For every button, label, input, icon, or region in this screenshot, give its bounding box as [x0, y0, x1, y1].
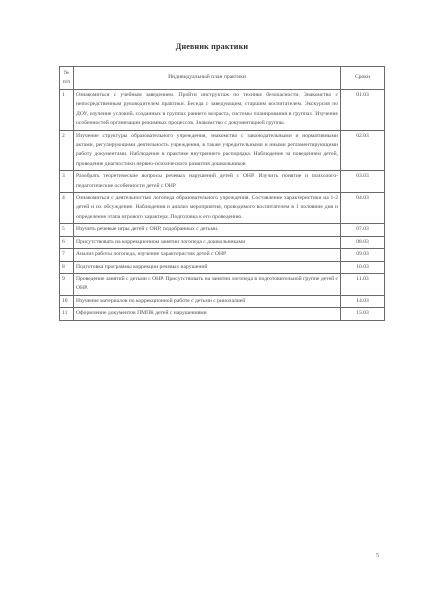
- row-date: 09.03: [341, 249, 385, 261]
- table-row: [60, 171, 385, 193]
- row-plan: Разобрать теоретические вопросы речевых нарушений детей с ОНР. Изучить понятие и психолого-педагогические особенности детей с ОНР: [74, 171, 341, 193]
- table-row: [60, 193, 385, 224]
- row-plan: Оформление документов ПМПК детей с нарушениями: [74, 308, 341, 320]
- row-date: 02.03: [341, 130, 385, 171]
- row-date: 15.03: [341, 308, 385, 320]
- row-number: 1: [60, 90, 74, 131]
- table-row: [60, 130, 385, 171]
- row-number: 8: [60, 261, 74, 273]
- row-date: 11.03: [341, 273, 385, 295]
- row-number: 3: [60, 171, 74, 193]
- header-plan: Индивидуальный план практики: [74, 67, 341, 90]
- table-header-row: [60, 67, 385, 90]
- row-number: 9: [60, 273, 74, 295]
- row-date: 04.03: [341, 193, 385, 224]
- row-plan: Ознакомиться с деятельностью логопеда образовательного учреждения. Составление характеристики на 1-2 детей и их обсуждение. Наблюдения и анализ мероприятия, проводимого воспитателем в 1 половине дня и определение этапа игрового характера. Подготовка к его проведению.: [74, 193, 341, 224]
- table-row: [60, 90, 385, 131]
- table-row: [60, 308, 385, 320]
- row-plan: Изучение структуры образовательного учреждения, знакомство с законодательными и нормативными актами, регулирующими деятельность учреждения, в также учредительными и иными регламентирующими работу документами. Наблюдение в практике внутреннего распорядка. Наблюдение за поведением детей, проведение диагностики нервно-психического развития дошкольников: [74, 130, 341, 171]
- row-number: 4: [60, 193, 74, 224]
- row-number: 2: [60, 130, 74, 171]
- row-number: 11: [60, 308, 74, 320]
- header-num: № п/п: [60, 67, 74, 90]
- row-date: 14.03: [341, 295, 385, 307]
- table-row: [60, 273, 385, 295]
- table-row: [60, 295, 385, 307]
- row-plan: Присутствовать на коррекционном занятии логопеда с дошкольниками: [74, 236, 341, 248]
- table-row: [60, 224, 385, 236]
- row-plan: Проведение занятий с детьми с ОНР. Присутствовать на занятии логопеда в подготовительной группе детей с ОНР.: [74, 273, 341, 295]
- practice-plan-table: [59, 66, 385, 321]
- row-plan: Изучение материалов по коррекционной работе с детьми с ринолалией: [74, 295, 341, 307]
- row-date: 01.03: [341, 90, 385, 131]
- row-number: 5: [60, 224, 74, 236]
- row-number: 7: [60, 249, 74, 261]
- row-plan: Анализ работы логопеда, изучение характеристик детей с ОНР: [74, 249, 341, 261]
- document-title: Дневник практики: [175, 42, 249, 51]
- row-number: 6: [60, 236, 74, 248]
- row-plan: Подготовка программы коррекции речевых нарушений: [74, 261, 341, 273]
- table-body: [60, 90, 385, 321]
- row-date: 08.03: [341, 236, 385, 248]
- header-date: Сроки: [341, 67, 385, 90]
- table-row: [60, 261, 385, 273]
- row-plan: Ознакомиться с учебным заведением. Пройти инструктаж по технике безопасности. Знакомство с непосредственным руководителем практики. Беседа с заведующим, старшим воспитателем. Экскурсия по ДОУ, изучение условий, созданных в группах раннего возраста, системы планирования в группах. Изучение особенностей организации режимных процессов. Знакомство с документацией группы.: [74, 90, 341, 131]
- row-date: 10.03: [341, 261, 385, 273]
- page-number: 5: [376, 553, 379, 559]
- row-date: 07.03: [341, 224, 385, 236]
- table-row: [60, 249, 385, 261]
- row-number: 10: [60, 295, 74, 307]
- row-plan: Изучить речевые игры детей с ОНР, подобранных с детьми.: [74, 224, 341, 236]
- row-date: 03.03: [341, 171, 385, 193]
- table-row: [60, 236, 385, 248]
